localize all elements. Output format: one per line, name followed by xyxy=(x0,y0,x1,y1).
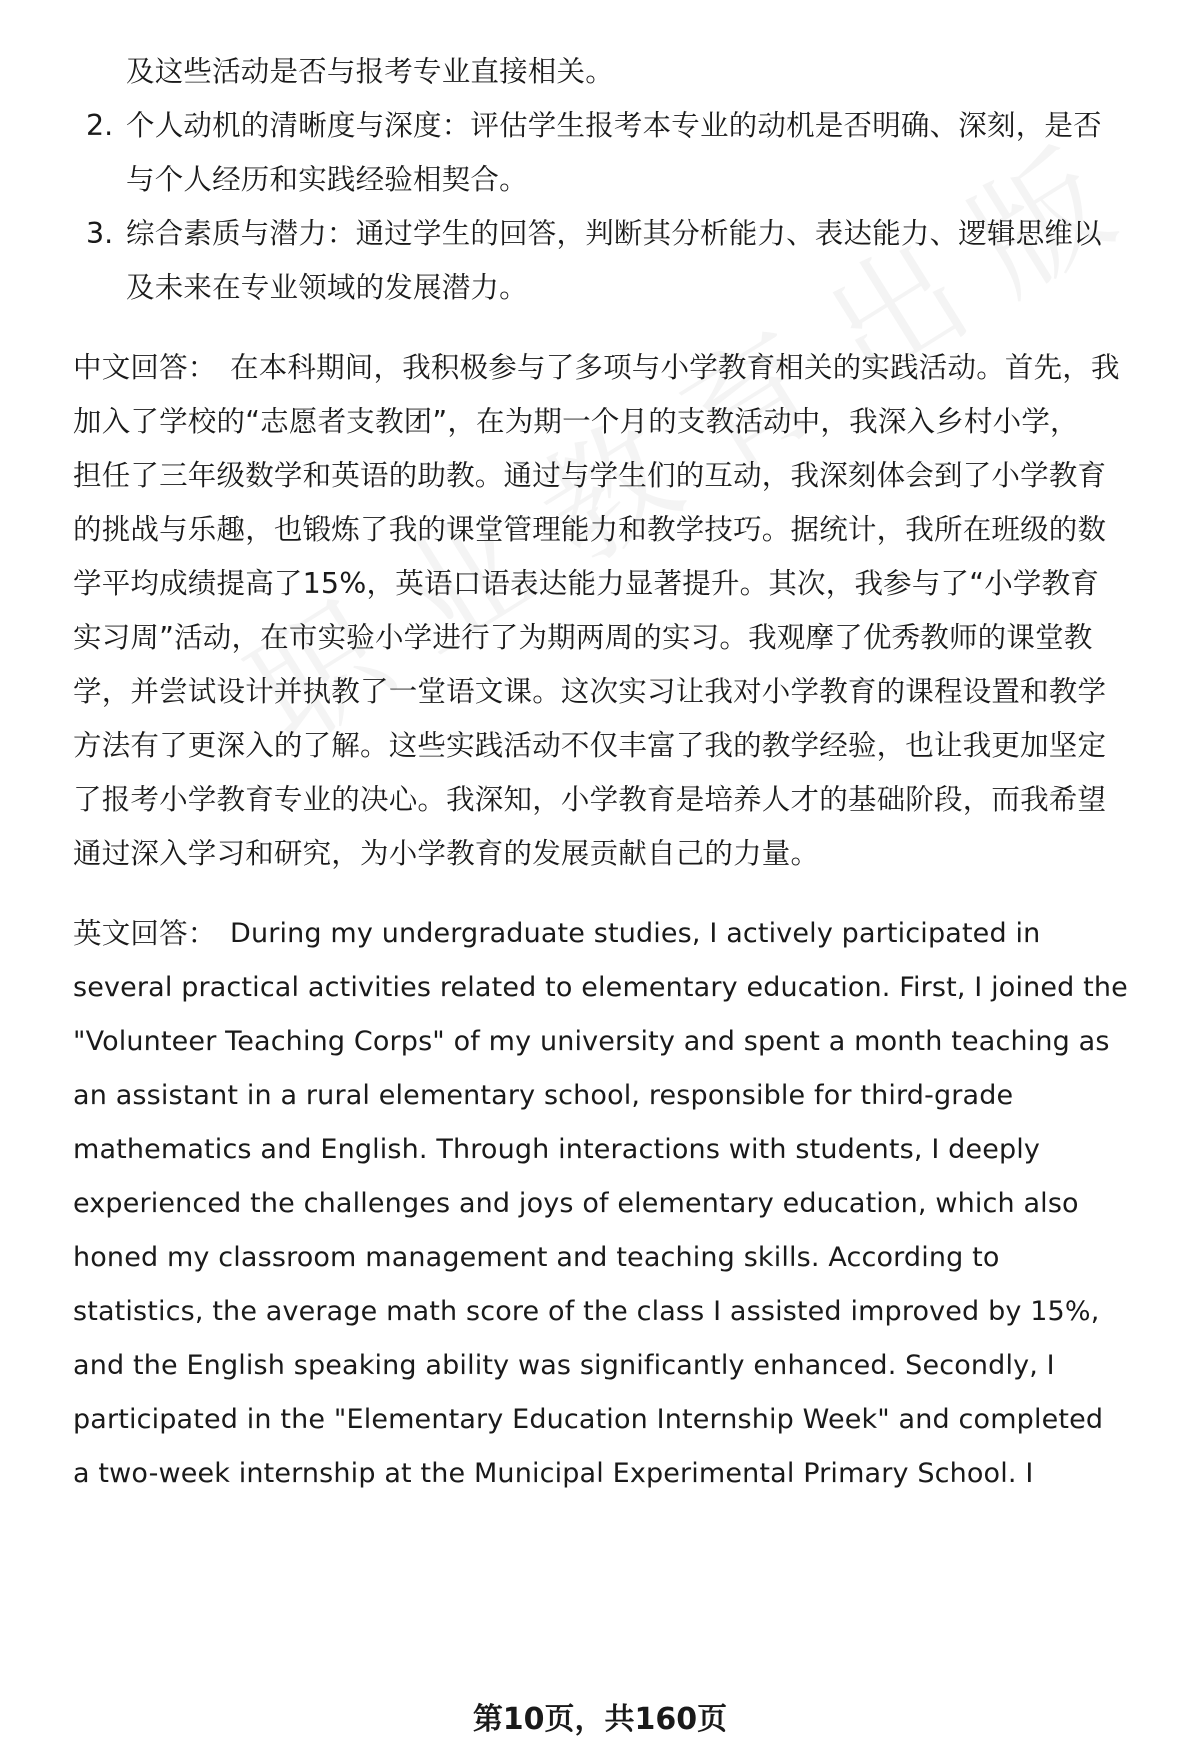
chinese-answer-line: 学，并尝试设计并执教了一堂语文课。这次实习让我对小学教育的课程设置和教学 xyxy=(73,675,1107,708)
chinese-answer-line: 通过深入学习和研究，为小学教育的发展贡献自己的力量。 xyxy=(73,837,820,870)
page-footer: 第10页，共160页 xyxy=(472,1702,728,1737)
chinese-answer-line: 加入了学校的“志愿者支教团”，在为期一个月的支教活动中，我深入乡村小学， xyxy=(73,405,1079,438)
criteria-continuation: 及这些活动是否与报考专业直接相关。 xyxy=(126,55,614,88)
english-answer-line: During my undergraduate studies, I actively participated in xyxy=(230,918,1041,949)
chinese-answer-line: 的挑战与乐趣，也锻炼了我的课堂管理能力和教学技巧。据统计，我所在班级的数 xyxy=(73,513,1107,546)
criteria-line: 综合素质与潜力：通过学生的回答，判断其分析能力、表达能力、逻辑思维以 xyxy=(126,217,1102,250)
english-answer-line: honed my classroom management and teaching skills. According to xyxy=(73,1242,1000,1273)
criteria-number: 2. xyxy=(86,109,114,142)
english-answer-line: several practical activities related to elementary education. First, I joined the xyxy=(73,972,1128,1003)
criteria-line: 与个人经历和实践经验相契合。 xyxy=(126,163,528,196)
english-answer-line: "Volunteer Teaching Corps" of my university and spent a month teaching as xyxy=(73,1026,1110,1057)
english-answer-line: participated in the "Elementary Education Internship Week" and completed xyxy=(73,1404,1104,1435)
chinese-answer-line: 在本科期间，我积极参与了多项与小学教育相关的实践活动。首先，我 xyxy=(230,351,1120,384)
chinese-answer-line: 学平均成绩提高了15%，英语口语表达能力显著提升。其次，我参与了“小学教育 xyxy=(73,567,1100,600)
chinese-answer-line: 实习周”活动，在市实验小学进行了为期两周的实习。我观摩了优秀教师的课堂教 xyxy=(73,621,1093,654)
chinese-answer-label: 中文回答： xyxy=(73,351,217,384)
english-answer-line: statistics, the average math score of the class I assisted improved by 15%, xyxy=(73,1296,1100,1327)
criteria-line: 个人动机的清晰度与深度：评估学生报考本专业的动机是否明确、深刻，是否 xyxy=(126,109,1102,142)
english-answer-line: an assistant in a rural elementary school, responsible for third-grade xyxy=(73,1080,1014,1111)
chinese-answer-line: 方法有了更深入的了解。这些实践活动不仅丰富了我的教学经验，也让我更加坚定 xyxy=(73,729,1107,762)
english-answer-line: and the English speaking ability was significantly enhanced. Secondly, I xyxy=(73,1350,1055,1381)
english-answer-line: experienced the challenges and joys of elementary education, which also xyxy=(73,1188,1079,1219)
criteria-line: 及未来在专业领域的发展潜力。 xyxy=(126,271,528,304)
chinese-answer-line: 了报考小学教育专业的决心。我深知，小学教育是培养人才的基础阶段，而我希望 xyxy=(73,783,1107,816)
english-answer-line: a two-week internship at the Municipal Experimental Primary School. I xyxy=(73,1458,1034,1489)
english-answer-line: mathematics and English. Through interactions with students, I deeply xyxy=(73,1134,1041,1165)
criteria-number: 3. xyxy=(86,217,114,250)
chinese-answer-line: 担任了三年级数学和英语的助教。通过与学生们的互动，我深刻体会到了小学教育 xyxy=(73,459,1107,492)
english-answer-label: 英文回答： xyxy=(73,917,217,950)
